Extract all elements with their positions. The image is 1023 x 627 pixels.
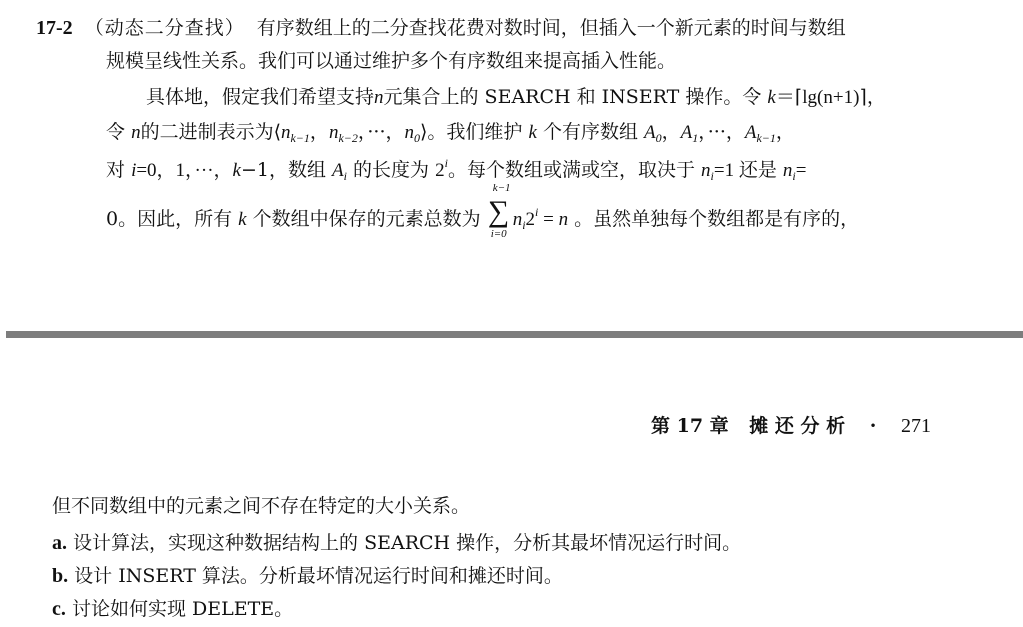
continuation-line1: 但不同数组中的元素之间不存在特定的大小关系。 bbox=[52, 495, 471, 517]
subquestion-a-label: a. bbox=[52, 532, 67, 554]
subquestion-b bbox=[52, 566, 563, 586]
header-bullet: · bbox=[869, 415, 877, 437]
problem-text-line6: 0。因此，所有 k 个数组中保存的元素总数为 k−1 ∑ i=0 $n_i2^i = n$ 。虽然单独每个数组都是有序的， bbox=[106, 182, 860, 240]
problem-title: （动态二分查找） bbox=[84, 17, 245, 39]
subquestion-c-text: 讨论如何实现 DELETE。 bbox=[71, 598, 294, 620]
ceil-expression: ⌈lg(n+1)⌉， bbox=[794, 87, 886, 108]
running-header bbox=[651, 411, 931, 438]
subquestion-c-label: c. bbox=[52, 598, 66, 620]
summation: k−1 ∑ i=0 bbox=[487, 182, 511, 240]
subquestion-a-text: 设计算法，实现这种数据结构上的 SEARCH 操作，分析其最坏情况运行时间。 bbox=[73, 532, 742, 554]
problem-number: 17-2 bbox=[36, 17, 73, 39]
chapter-title: 摊 还 分 析 bbox=[749, 415, 846, 437]
problem-text-line2: 规模呈线性关系。我们可以通过维护多个有序数组来提高插入性能。 bbox=[106, 50, 677, 72]
problem-text-line5: 对 i=0，1，···，k−1，数组 $A_i$ 的长度为 2$^i$。每个数组或满或空，取决于 $n_i=1$ 还是 $n_i=$ bbox=[106, 156, 807, 183]
subquestion-c bbox=[52, 599, 293, 619]
problem-text-line1: 有序数组上的二分查找花费对数时间，但插入一个新元素的时间与数组 bbox=[256, 17, 846, 39]
subquestion-a bbox=[52, 533, 741, 553]
problem-text-line4: 令 n的二进制表示为$⟨n_{k-1}$，$n_{k-2}$，···，$n_0⟩$。我们维护 k 个有序数组 $A_0$，$A_1$，···，$A_{k-1}$， bbox=[106, 121, 795, 145]
chapter-label: 第 17 章 bbox=[651, 415, 729, 437]
page-number: 271 bbox=[901, 415, 932, 437]
problem-heading-line bbox=[36, 18, 846, 38]
problem-text-line3: 具体地，假定我们希望支持n元集合上的 SEARCH 和 INSERT 操作。令 k＝⌈lg(n+1)⌉， bbox=[146, 86, 886, 108]
subquestion-b-label: b. bbox=[52, 565, 69, 587]
subquestion-b-text: 设计 INSERT 算法。分析最坏情况运行时间和摊还时间。 bbox=[74, 565, 563, 587]
page-break-rule bbox=[6, 331, 1023, 338]
